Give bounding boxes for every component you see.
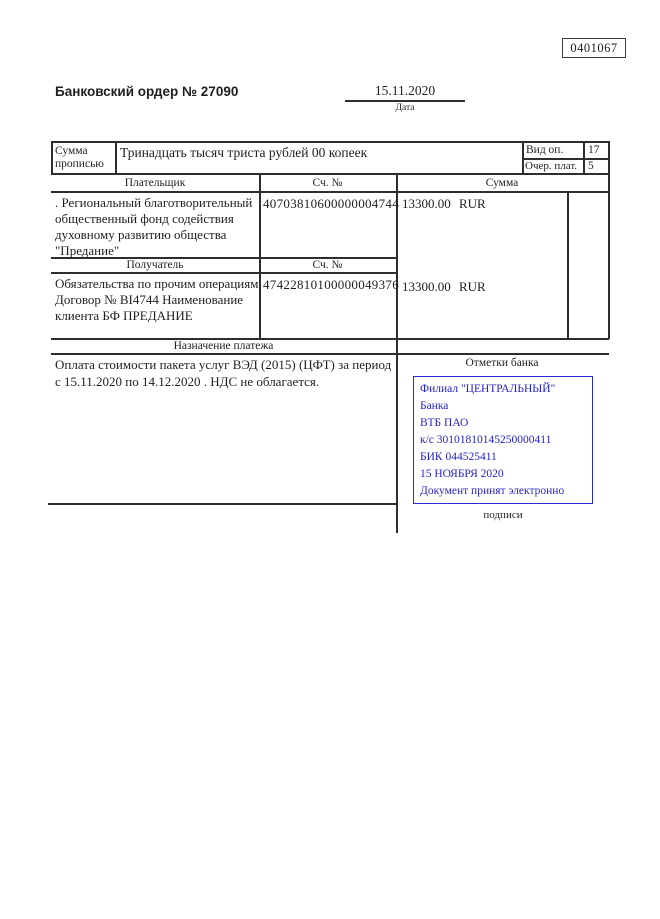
bank-marks-header: Отметки банка [465,357,539,369]
payment-priority-label: Очер. плат. [525,160,578,172]
table-border-line [48,503,397,505]
date-underline [345,100,465,102]
table-border-line [396,173,398,533]
recipient-name: Обязательства по прочим операциям Договор № BI4744 Наименование клиента БФ ПРЕДАНИЕ [55,276,259,323]
recipient-account-column-header: Сч. № [312,259,343,271]
table-border-line [51,173,609,175]
table-border-line [115,141,117,174]
table-border-line [51,191,609,193]
date-label: Дата [395,103,415,113]
table-border-line [51,353,609,355]
payer-account-column-header: Сч. № [312,177,343,189]
date-value: 15.11.2020 [374,83,436,98]
form-code-box [562,38,626,58]
table-border-line [51,272,396,274]
payer-column-header: Плательщик [124,177,186,189]
payment-priority-value: 5 [588,160,594,172]
table-border-line [51,141,609,143]
form-code-value: 0401067 [570,40,618,55]
signatures-label: подписи [483,509,523,521]
recipient-column-header: Получатель [126,259,184,271]
stamp-date: 15 НОЯБРЯ 2020 [420,468,504,480]
document-title: Банковский ордер № 27090 [55,84,239,99]
table-border-line [522,141,524,174]
table-border-line [608,141,610,339]
op-type-label: Вид оп. [526,144,564,156]
payer-account: 40703810600000004744 [263,196,399,211]
stamp-branch-line: Филиал "ЦЕНТРАЛЬНЫЙ" Банка [420,383,556,412]
recipient-account: 47422810100000049376 [263,277,399,292]
amount-column-header: Сумма [485,177,519,189]
bank-stamp [413,376,593,504]
table-border-line [567,191,569,339]
payer-name: . Региональный благотворительный общественный фонд содействия духовному развитию общества "Предание" [55,195,253,258]
stamp-corr-account: к/с 30101810145250000411 [420,434,552,446]
amount-words-value: Тринадцать тысяч триста рублей 00 копеек [120,145,368,160]
stamp-bank-name: ВТБ ПАО [420,417,469,429]
purpose-text: Оплата стоимости пакета услуг ВЭД (2015) (ЦФТ) за период с 15.11.2020 по 14.12.2020 . НДС не облагается. [55,357,392,389]
op-type-value: 17 [588,144,600,156]
payer-amount: 13300.00 RUR [402,196,486,211]
stamp-bik: БИК 044525411 [420,451,497,463]
amount-words-label: Сумма прописью [55,145,104,170]
table-border-line [51,141,53,174]
table-border-line [583,141,585,174]
purpose-header: Назначение платежа [173,340,274,352]
stamp-footer: Документ принят электронно [420,485,565,497]
recipient-amount: 13300.00 RUR [402,279,486,294]
